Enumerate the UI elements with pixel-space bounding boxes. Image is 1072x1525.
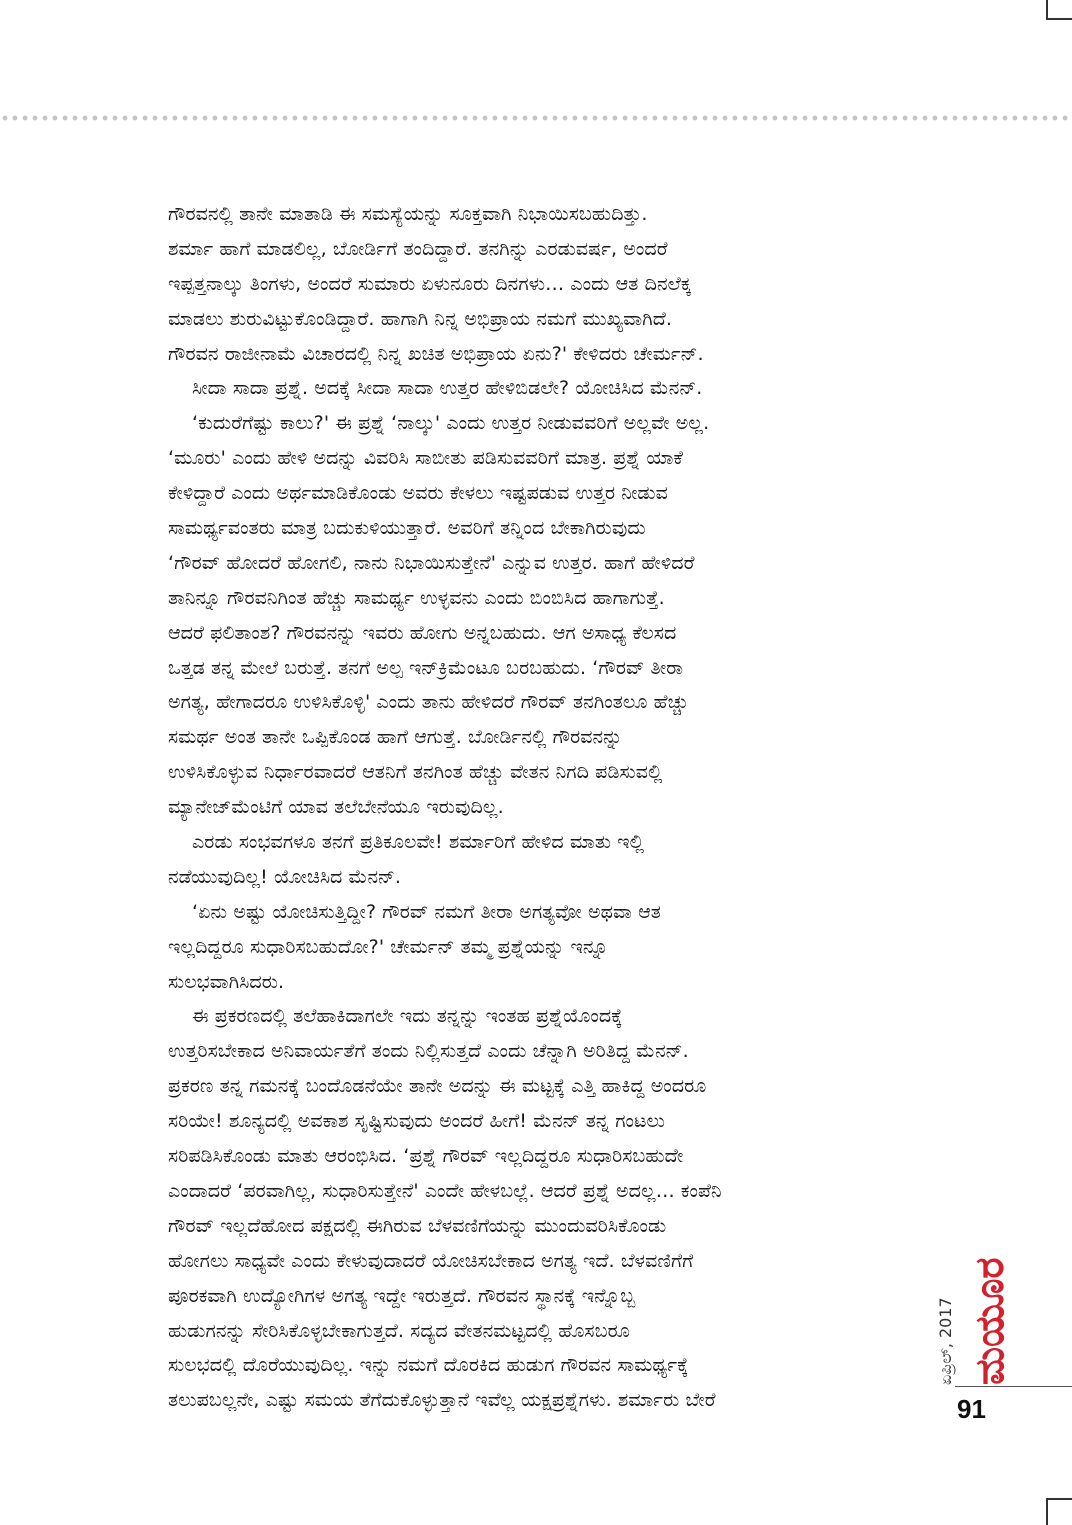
text-line: ಮ್ಯಾನೇಜ್‌ಮೆಂಟಿಗೆ ಯಾವ ತಲೆಬೇನೆಯೂ ಇರುವುದಿಲ್ಲ. [168,796,504,819]
text-line: ಗೌರವನಲ್ಲಿ ತಾನೇ ಮಾತಾಡಿ ಈ ಸಮಸ್ಯೆಯನ್ನು ಸೂಕ್ತವಾಗಿ ನಿಭಾಯಿಸಬಹುದಿತ್ತು. [168,203,648,225]
text-line: ಗೌರವ್ ಇಲ್ಲದೆಹೋದ ಪಕ್ಷದಲ್ಲಿ ಈಗಿರುವ ಬೆಳವಣಿಗೆಯನ್ನು ಮುಂದುವರಿಸಿಕೊಂಡು [168,1214,667,1237]
text-line: ಆದರೆ ಫಲಿತಾಂಶ? ಗೌರವನನ್ನು ಇವರು ಹೋಗು ಅನ್ನಬಹುದು. ಆಗ ಅಸಾಧ್ಯ ಕೆಲಸದ [168,621,677,644]
text-line: ‘ಗೌರವ್ ಹೋದರೆ ಹೋಗಲಿ, ನಾನು ನಿಭಾಯಿಸುತ್ತೇನೆ' ಎನ್ನುವ ಉತ್ತರ. ಹಾಗೆ ಹೇಳಿದರೆ [168,551,695,574]
text-line: ಮಾಡಲು ಶುರುವಿಟ್ಟುಕೊಂಡಿದ್ದಾರೆ. ಹಾಗಾಗಿ ನಿನ್ನ ಅಭಿಪ್ರಾಯ ನಮಗೆ ಮುಖ್ಯವಾಗಿದೆ. [168,307,672,330]
text-line: ಗೌರವನ ರಾಜೀನಾಮೆ ವಿಚಾರದಲ್ಲಿ ನಿನ್ನ ಖಚಿತ ಅಭಿಪ್ರಾಯ ಏನು?' ಕೇಳಿದರು ಚೇರ್ಮನ್. [168,342,704,365]
text-line: ಸೀದಾ ಸಾದಾ ಪ್ರಶ್ನೆ. ಅದಕ್ಕೆ ಸೀದಾ ಸಾದಾ ಉತ್ತರ ಹೇಳಿಬಿಡಲೇ? ಯೋಚಿಸಿದ ಮೆನನ್. [192,377,703,400]
text-line: ಸಮರ್ಥ ಅಂತ ತಾನೇ ಒಪ್ಪಿಕೊಂಡ ಹಾಗೆ ಆಗುತ್ತೆ. ಬೋರ್ಡಿನಲ್ಲಿ ಗೌರವನನ್ನು [168,726,623,749]
text-line: ಸರಿಯೇ! ಶೂನ್ಯದಲ್ಲಿ ಅವಕಾಶ ಸೃಷ್ಟಿಸುವುದು ಅಂದರೆ ಹೀಗೆ! ಮೆನನ್ ತನ್ನ ಗಂಟಲು [168,1110,666,1133]
text-line: ಸುಲಭದಲ್ಲಿ ದೊರೆಯುವುದಿಲ್ಲ. ಇನ್ನು ನಮಗೆ ದೊರಕಿದ ಹುಡುಗ ಗೌರವನ ಸಾಮರ್ಥ್ಯಕ್ಕೆ [168,1354,689,1377]
crop-mark-top [1046,0,1072,20]
text-line: ಸರಿಪಡಿಸಿಕೊಂಡು ಮಾತು ಆರಂಭಿಸಿದ. ‘ಪ್ರಶ್ನೆ ಗೌರವ್ ಇಲ್ಲದಿದ್ದರೂ ಸುಧಾರಿಸಬಹುದೇ [168,1145,684,1168]
text-line: ಹೋಗಲು ಸಾಧ್ಯವೇ ಎಂದು ಕೇಳುವುದಾದರೆ ಯೋಚಿಸಬೇಕಾದ ಅಗತ್ಯ ಇದೆ. ಬೆಳವಣಿಗೆಗೆ [168,1249,694,1272]
text-line: ‘ಕುದುರೆಗೆಷ್ಟು ಕಾಲು?' ಈ ಪ್ರಶ್ನೆ ‘ನಾಲ್ಕು' ಎಂದು ಉತ್ತರ ನೀಡುವವರಿಗೆ ಅಲ್ಲವೇ ಅಲ್ಲ. [192,412,710,435]
dotted-separator [0,114,1072,122]
text-line: ಕೇಳಿದ್ದಾರೆ ಎಂದು ಅರ್ಥಮಾಡಿಕೊಂಡು ಅವರು ಕೇಳಲು ಇಷ್ಟಪಡುವ ಉತ್ತರ ನೀಡುವ [168,482,668,505]
crop-mark-bottom [1046,1498,1072,1525]
text-line: ಉಳಿಸಿಕೊಳ್ಳುವ ನಿರ್ಧಾರವಾದರೆ ಆತನಿಗೆ ತನಗಿಂತ ಹೆಚ್ಚು ವೇತನ ನಿಗದಿ ಪಡಿಸುವಲ್ಲಿ [168,761,663,784]
text-line: ಪ್ರಕರಣ ತನ್ನ ಗಮನಕ್ಕೆ ಬಂದೊಡನೆಯೇ ತಾನೇ ಅದನ್ನು ಈ ಮಟ್ಟಕ್ಕೆ ಎತ್ತಿ ಹಾಕಿದ್ದ ಅಂದರೂ [168,1075,707,1098]
text-line: ತಲುಪಬಲ್ಲನೇ, ಎಷ್ಟು ಸಮಯ ತೆಗೆದುಕೊಳ್ಳುತ್ತಾನೆ ಇವೆಲ್ಲ ಯಕ್ಷಪ್ರಶ್ನೆಗಳು. ಶರ್ಮಾರು ಬೇರೆ [168,1389,716,1412]
text-line: ಇಲ್ಲದಿದ್ದರೂ ಸುಧಾರಿಸಬಹುದೋ?' ಚೇರ್ಮನ್ ತಮ್ಮ ಪ್ರಶ್ನೆಯನ್ನು ಇನ್ನೂ [168,935,609,958]
text-line: ಎಂದಾದರೆ ‘ಪರವಾಗಿಲ್ಲ, ಸುಧಾರಿಸುತ್ತೇನೆ' ಎಂದೇ ಹೇಳಬಲ್ಲೆ. ಆದರೆ ಪ್ರಶ್ನೆ ಅದಲ್ಲ… ಕಂಪೆನಿ [168,1179,722,1202]
text-line: ನಡೆಯುವುದಿಲ್ಲ! ಯೋಚಿಸಿದ ಮೆನನ್. [168,865,402,888]
text-line: ಉತ್ತರಿಸಬೇಕಾದ ಅನಿವಾರ್ಯತೆಗೆ ತಂದು ನಿಲ್ಲಿಸುತ್ತದೆ ಎಂದು ಚೆನ್ನಾಗಿ ಅರಿತಿದ್ದ ಮೆನನ್. [168,1040,689,1063]
page-number: 91 [957,1394,986,1424]
text-line: ಸುಲಭವಾಗಿಸಿದರು. [168,970,285,993]
magazine-sidebar [936,1095,1046,1385]
text-line: ಇಪ್ಪತ್ತನಾಲ್ಕು ತಿಂಗಳು, ಅಂದರೆ ಸುಮಾರು ಏಳುನೂರು ದಿನಗಳು… ಎಂದು ಆತ ದಿನಲೆಕ್ಕ [168,272,692,295]
text-line: ಸಾಮರ್ಥ್ಯವಂತರು ಮಾತ್ರ ಬದುಕುಳಿಯುತ್ತಾರೆ. ಅವರಿಗೆ ತನ್ನಿಂದ ಬೇಕಾಗಿರುವುದು [168,517,646,540]
text-line: ಈ ಪ್ರಕರಣದಲ್ಲಿ ತಲೆಹಾಕಿದಾಗಲೇ ಇದು ತನ್ನನ್ನು ಇಂತಹ ಪ್ರಶ್ನೆಯೊಂದಕ್ಕೆ [192,1005,623,1028]
issue-date: ಏಪ್ರಿಲ್, 2017 [936,1297,955,1385]
text-line: ಅಗತ್ಯ, ಹೇಗಾದರೂ ಉಳಿಸಿಕೊಳ್ಳಿ' ಎಂದು ತಾನು ಹೇಳಿದರೆ ಗೌರವ್ ತನಗಿಂತಲೂ ಹೆಚ್ಚು [168,691,689,714]
text-line: ಒತ್ತಡ ತನ್ನ ಮೇಲೆ ಬರುತ್ತೆ. ತನಗೆ ಅಲ್ಪ ಇನ್‌ಕ್ರಿಮೆಂಟೂ ಬರಬಹುದು. ‘ಗೌರವ್ ತೀರಾ [168,656,684,679]
text-line: ಎರಡು ಸಂಭವಗಳೂ ತನಗೆ ಪ್ರತಿಕೂಲವೇ! ಶರ್ಮಾರಿಗೆ ಹೇಳಿದ ಮಾತು ಇಲ್ಲಿ [192,831,645,854]
footer-rule [955,1386,1072,1387]
magazine-logo: ಮಯೂರ [967,1257,1013,1385]
text-line: ‘ಮೂರು' ಎಂದು ಹೇಳಿ ಅದನ್ನು ವಿವರಿಸಿ ಸಾಬೀತು ಪಡಿಸುವವರಿಗೆ ಮಾತ್ರ. ಪ್ರಶ್ನೆ ಯಾಕೆ [168,447,683,470]
text-line: ಹುಡುಗನನ್ನು ಸೇರಿಸಿಕೊಳ್ಳಬೇಕಾಗುತ್ತದೆ. ಸದ್ಯದ ವೇತನಮಟ್ಟದಲ್ಲಿ ಹೊಸಬರೂ [168,1319,630,1342]
text-line: ತಾನಿನ್ನೂ ಗೌರವನಿಗಿಂತ ಹೆಚ್ಚು ಸಾಮರ್ಥ್ಯ ಉಳ್ಳವನು ಎಂದು ಬಿಂಬಿಸಿದ ಹಾಗಾಗುತ್ತೆ. [168,586,665,609]
text-line: ಶರ್ಮಾ ಹಾಗೆ ಮಾಡಲಿಲ್ಲ, ಬೋರ್ಡಿಗೆ ತಂದಿದ್ದಾರೆ. ತನಗಿನ್ನು ಎರಡುವರ್ಷ, ಅಂದರೆ [168,237,668,260]
text-line: ‘ಏನು ಅಷ್ಟು ಯೋಚಿಸುತ್ತಿದ್ದೀ? ಗೌರವ್ ನಮಗೆ ತೀರಾ ಅಗತ್ಯವೋ ಅಥವಾ ಆತ [192,900,661,923]
article-body [168,197,923,1418]
text-line: ಪೂರಕವಾಗಿ ಉದ್ಯೋಗಿಗಳ ಅಗತ್ಯ ಇದ್ದೇ ಇರುತ್ತದೆ. ಗೌರವನ ಸ್ಥಾನಕ್ಕೆ ಇನ್ನೊಬ್ಬ [168,1284,636,1307]
